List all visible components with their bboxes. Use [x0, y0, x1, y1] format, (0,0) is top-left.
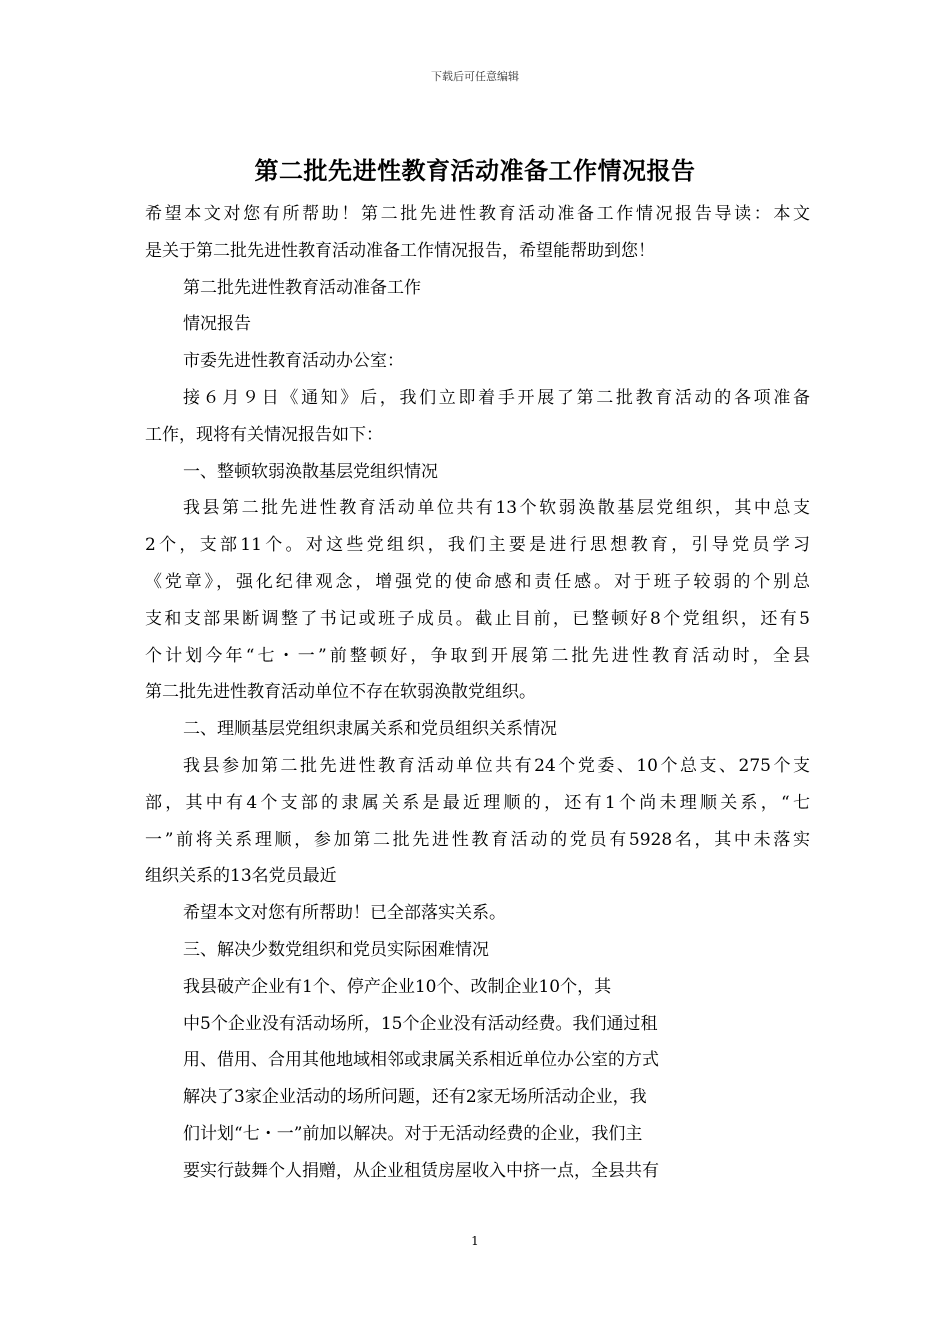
paragraph-line: 们计划“七・一”前加以解决。对于无活动经费的企业，我们主 [183, 1123, 643, 1144]
paragraph-line: 情况报告 [183, 314, 251, 335]
paragraph-line: 希望本文对您有所帮助！已全部落实关系。 [183, 903, 506, 924]
paragraph-line: 我县第二批先进性教育活动单位共有13个软弱涣散基层党组织，其中总支 [183, 498, 810, 519]
section-heading: 二、理顺基层党组织隶属关系和党员组织关系情况 [183, 719, 557, 740]
paragraph-line: 《党章》，强化纪律观念，增强党的使命感和责任感。对于班子较弱的个别总 [145, 571, 810, 592]
paragraph-line: 市委先进性教育活动办公室： [183, 351, 404, 372]
paragraph-line: 部，其中有4个支部的隶属关系是最近理顺的，还有1个尚未理顺关系，“七 [145, 792, 810, 813]
paragraph-line: 2个，支部11个。对这些党组织，我们主要是进行思想教育，引导党员学习 [145, 535, 810, 556]
page-number: 1 [471, 1234, 479, 1248]
section-heading: 一、整顿软弱涣散基层党组织情况 [183, 461, 438, 482]
paragraph-line: 工作，现将有关情况报告如下： [145, 424, 383, 445]
paragraph-line: 用、借用、合用其他地域相邻或隶属关系相近单位办公室的方式 [183, 1050, 659, 1071]
paragraph-line: 我县破产企业有1个、停产企业10个、改制企业10个，其 [183, 976, 612, 997]
paragraph-line: 我县参加第二批先进性教育活动单位共有24个党委、10个总支、275个支 [183, 755, 810, 776]
document-body [145, 196, 810, 1190]
header-note: 下载后可任意编辑 [431, 70, 519, 83]
paragraph-line: 接６月９日《通知》后，我们立即着手开展了第二批教育活动的各项准备 [183, 387, 810, 408]
paragraph-line: 是关于第二批先进性教育活动准备工作情况报告，希望能帮助到您！ [145, 240, 655, 261]
paragraph-line: 组织关系的13名党员最近 [145, 866, 337, 887]
paragraph-line: 第二批先进性教育活动单位不存在软弱涣散党组织。 [145, 682, 536, 703]
paragraph-line: 解决了3家企业活动的场所问题，还有2家无场所活动企业，我 [183, 1087, 647, 1108]
paragraph-line: 一”前将关系理顺，参加第二批先进性教育活动的党员有5928名，其中未落实 [145, 829, 810, 850]
section-heading: 三、解决少数党组织和党员实际困难情况 [183, 939, 489, 960]
paragraph-line: 中5个企业没有活动场所，15个企业没有活动经费。我们通过租 [183, 1013, 658, 1034]
paragraph-line: 第二批先进性教育活动准备工作 [183, 277, 421, 298]
paragraph-line: 个计划今年“七・一”前整顿好，争取到开展第二批先进性教育活动时，全县 [145, 645, 810, 666]
paragraph-line: 支和支部果断调整了书记或班子成员。截止目前，已整顿好8个党组织，还有5 [145, 608, 810, 629]
paragraph-line: 希望本文对您有所帮助！第二批先进性教育活动准备工作情况报告导读：本文 [145, 204, 810, 224]
document-title: 第二批先进性教育活动准备工作情况报告 [254, 156, 696, 185]
paragraph-line: 要实行鼓舞个人捐赠，从企业租赁房屋收入中挤一点，全县共有 [183, 1160, 659, 1181]
